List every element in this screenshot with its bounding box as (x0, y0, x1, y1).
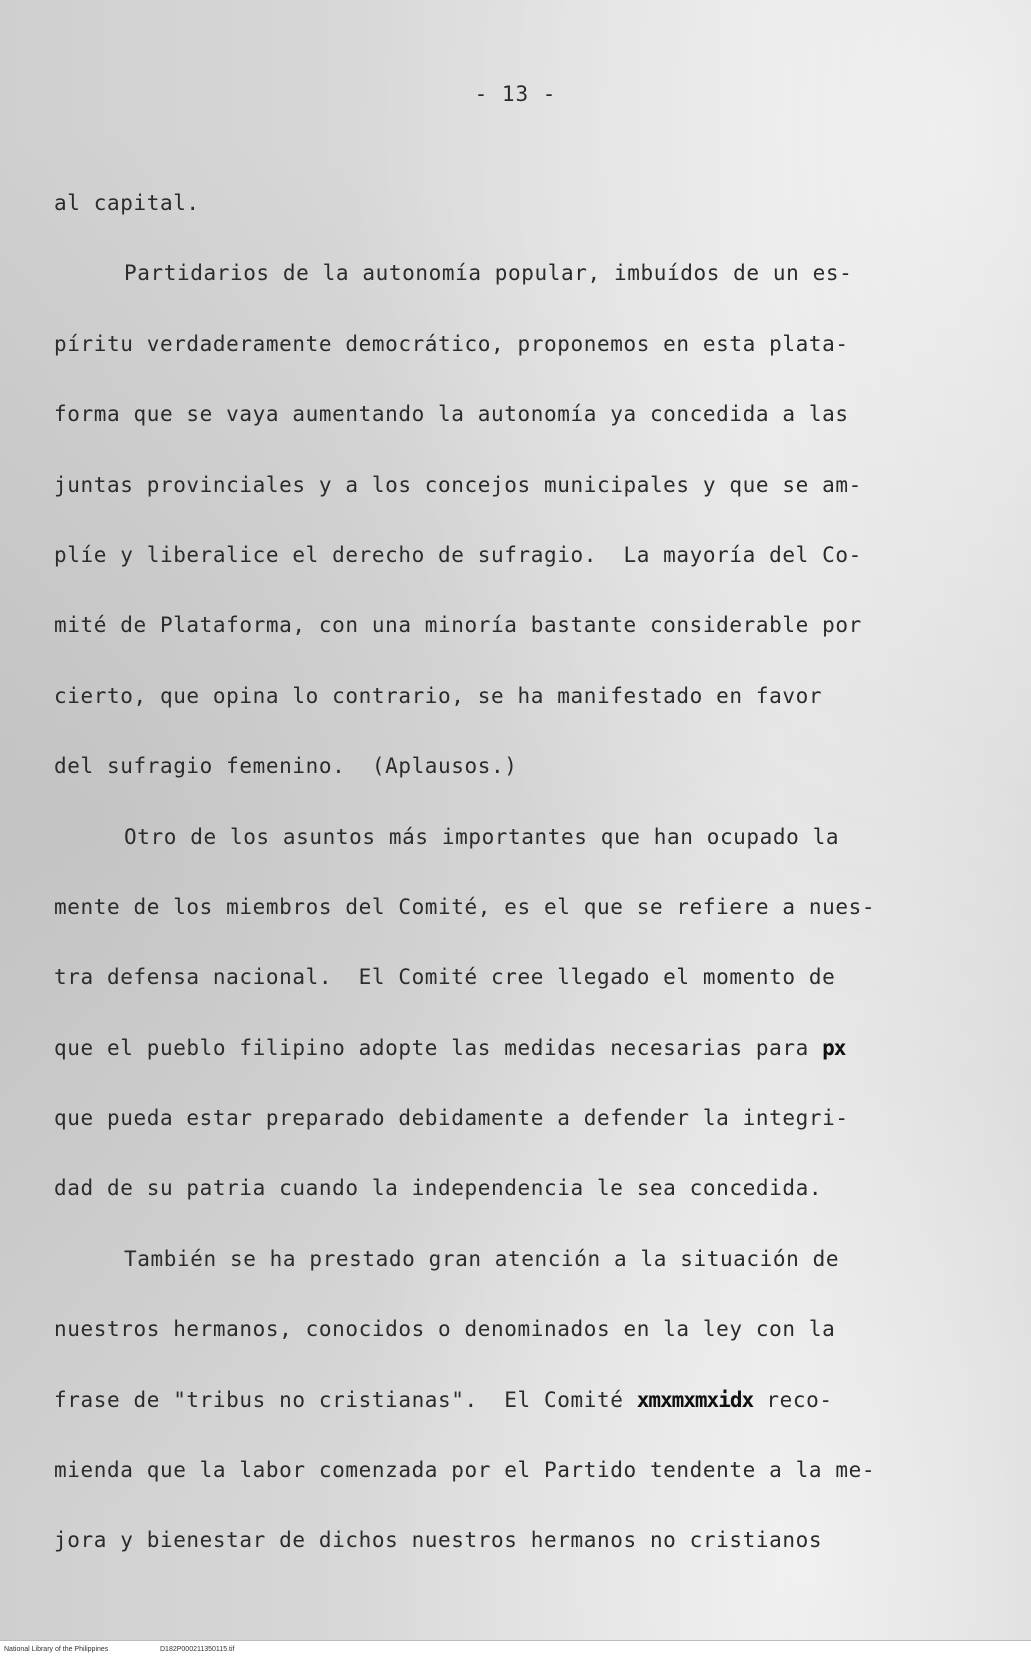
text-line-content: al capital. (54, 191, 200, 215)
text-line (54, 1224, 984, 1294)
text-line (54, 309, 984, 379)
text-line (54, 590, 984, 660)
text-line-content: que pueda estar preparado debidamente a defender la integri- (54, 1106, 849, 1131)
text-line-continuation: reco- (753, 1387, 833, 1412)
text-line (54, 379, 984, 449)
body-text (54, 168, 984, 1576)
text-line (54, 520, 984, 590)
text-line-content: nuestros hermanos, conocidos o denominados en la ley con la (54, 1317, 836, 1342)
text-line (54, 1013, 984, 1083)
text-line-content: mente de los miembros del Comité, es el que se refiere a nues- (54, 894, 876, 919)
text-line (54, 238, 984, 308)
page-number: - 13 - (474, 82, 557, 106)
text-line-content: píritu verdaderamente democrático, proponemos en esta plata- (54, 331, 849, 356)
struck-out-text: xmxmxmxidx (636, 1387, 754, 1412)
text-line (54, 1083, 984, 1153)
text-line-content: juntas provinciales y a los concejos municipales y que se am- (54, 472, 862, 497)
text-line (54, 872, 984, 942)
text-line-content: Otro de los asuntos más importantes que han ocupado la (124, 824, 840, 849)
text-line (54, 1435, 984, 1505)
text-line (54, 1365, 984, 1435)
text-line-content: También se ha prestado gran atención a la situación de (124, 1246, 840, 1271)
text-line-content: tra defensa nacional. El Comité cree llegado el momento de (54, 965, 836, 990)
footer-filename: D182P000211350115.tif (160, 1646, 235, 1653)
text-line (54, 168, 984, 238)
text-line (54, 1505, 984, 1575)
footer-library: National Library of the Philippines (4, 1646, 109, 1653)
text-line (54, 802, 984, 872)
text-line (54, 661, 984, 731)
text-line (54, 1294, 984, 1364)
text-line-content: dad de su patria cuando la independencia le sea concedida. (54, 1176, 823, 1201)
scan-footer (0, 1640, 1031, 1659)
text-line-content: del sufragio femenino. (Aplausos.) (54, 754, 518, 779)
text-line (54, 1153, 984, 1223)
text-line (54, 450, 984, 520)
text-line-content: cierto, que opina lo contrario, se ha manifestado en favor (54, 683, 823, 708)
text-line-content: que el pueblo filipino adopte las medidas necesarias para (54, 1035, 809, 1060)
text-line-content: forma que se vaya aumentando la autonomía ya concedida a las (54, 402, 849, 427)
text-line-content: frase de "tribus no cristianas". El Comité (54, 1387, 624, 1412)
text-line-content: plíe y liberalice el derecho de sufragio. La mayoría del Co- (54, 542, 862, 567)
text-line-content: mienda que la labor comenzada por el Partido tendente a la me- (54, 1458, 876, 1483)
text-line-content: Partidarios de la autonomía popular, imbuídos de un es- (124, 261, 853, 286)
text-line-content: mité de Plataforma, con una minoría bastante considerable por (54, 613, 862, 638)
text-line-content: jora y bienestar de dichos nuestros hermanos no cristianos (54, 1528, 823, 1553)
text-line (54, 731, 984, 801)
text-line (54, 942, 984, 1012)
struck-out-text: px (822, 1035, 846, 1060)
